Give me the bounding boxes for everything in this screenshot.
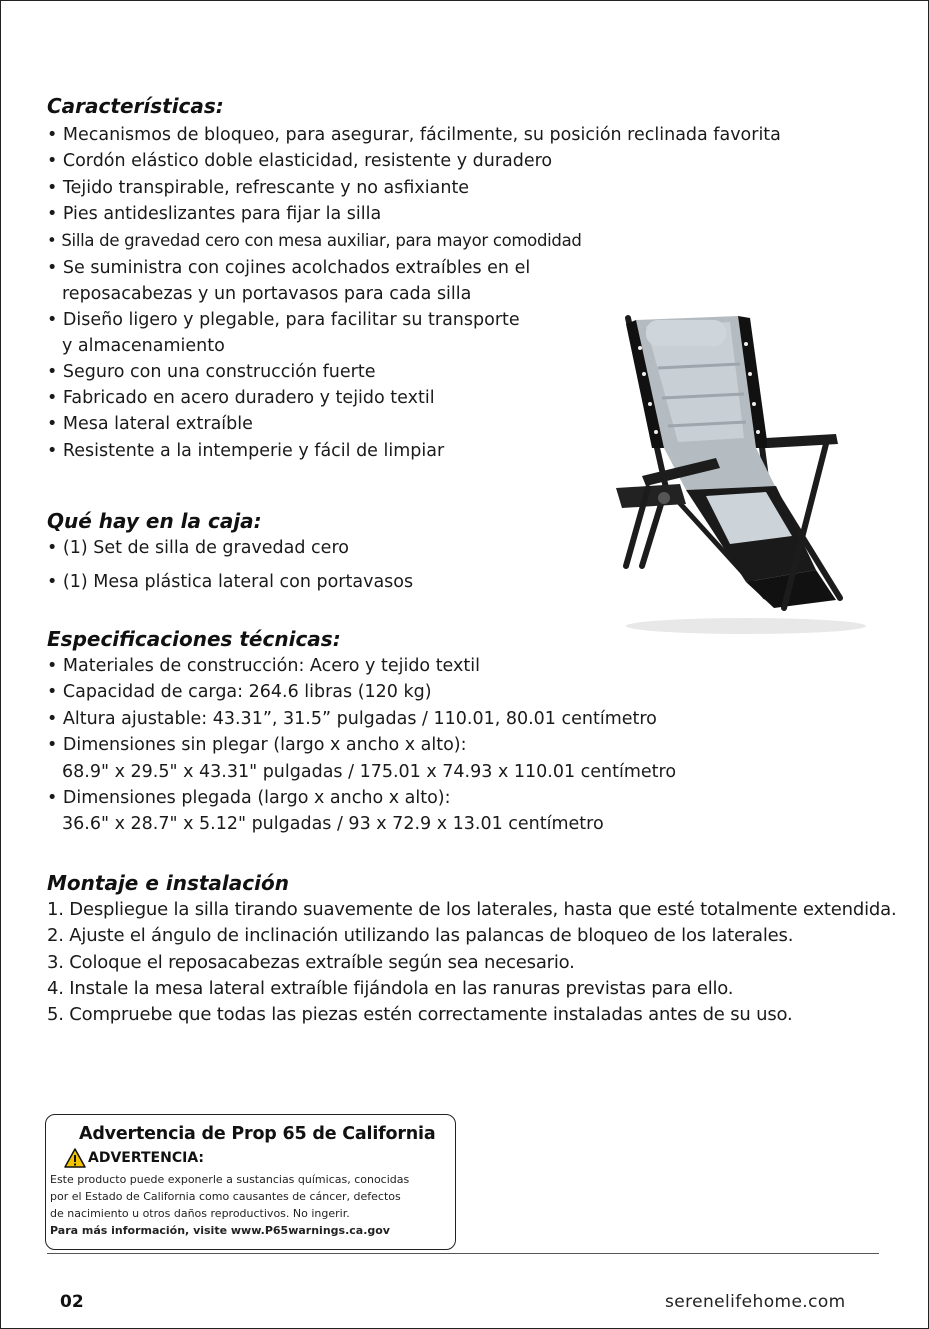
assembly-step: 1. Despliegue la silla tirando suavemente de los laterales, hasta que esté totalmente extendida. bbox=[47, 899, 897, 920]
spec-item: • Dimensiones sin plegar (largo x ancho x alto): bbox=[47, 735, 467, 755]
warning-label: ADVERTENCIA: bbox=[88, 1150, 205, 1166]
warning-line: Este producto puede exponerle a sustancias químicas, conocidas bbox=[50, 1173, 410, 1186]
warning-triangle-icon bbox=[64, 1148, 86, 1168]
spec-item: • Capacidad de carga: 264.6 libras (120 kg) bbox=[47, 682, 432, 702]
assembly-title: Montaje e instalación bbox=[47, 871, 289, 895]
feature-item: • Cordón elástico doble elasticidad, resistente y duradero bbox=[47, 151, 553, 171]
feature-item: • Mesa lateral extraíble bbox=[47, 414, 253, 434]
box-contents-title: Qué hay en la caja: bbox=[47, 509, 262, 533]
assembly-step: 2. Ajuste el ángulo de inclinación utilizando las palancas de bloqueo de los laterales. bbox=[47, 925, 794, 946]
feature-item: • Tejido transpirable, refrescante y no asfixiante bbox=[47, 178, 470, 198]
box-item: • (1) Mesa plástica lateral con portavasos bbox=[47, 572, 414, 592]
spec-item: 36.6" x 28.7" x 5.12" pulgadas / 93 x 72.9 x 13.01 centímetro bbox=[62, 814, 604, 834]
prop65-warning-box bbox=[45, 1114, 456, 1250]
feature-item: • Silla de gravedad cero con mesa auxiliar, para mayor comodidad bbox=[47, 231, 582, 250]
zero-gravity-chair-image bbox=[606, 308, 876, 638]
warning-title: Advertencia de Prop 65 de California bbox=[79, 1124, 436, 1144]
feature-item: • Pies antideslizantes para fijar la silla bbox=[47, 204, 382, 224]
page-number: 02 bbox=[60, 1292, 84, 1312]
spec-item: • Altura ajustable: 43.31”, 31.5” pulgadas / 110.01, 80.01 centímetro bbox=[47, 709, 657, 729]
feature-item: • Se suministra con cojines acolchados extraíbles en el bbox=[47, 258, 531, 278]
features-title: Características: bbox=[47, 94, 224, 118]
specs-title: Especificaciones técnicas: bbox=[47, 627, 341, 651]
feature-item: • Mecanismos de bloqueo, para asegurar, fácilmente, su posición reclinada favorita bbox=[47, 125, 781, 145]
assembly-step: 4. Instale la mesa lateral extraíble fijándola en las ranuras previstas para ello. bbox=[47, 978, 734, 999]
feature-item: • Fabricado en acero duradero y tejido textil bbox=[47, 388, 435, 408]
assembly-step: 3. Coloque el reposacabezas extraíble según sea necesario. bbox=[47, 952, 575, 973]
warning-line: por el Estado de California como causantes de cáncer, defectos bbox=[50, 1190, 401, 1203]
assembly-step: 5. Compruebe que todas las piezas estén correctamente instaladas antes de su uso. bbox=[47, 1004, 793, 1025]
feature-item: • Diseño ligero y plegable, para facilitar su transporte bbox=[47, 310, 520, 330]
website-url: serenelifehome.com bbox=[665, 1292, 846, 1312]
feature-item: y almacenamiento bbox=[62, 336, 225, 356]
box-item: • (1) Set de silla de gravedad cero bbox=[47, 538, 349, 558]
feature-item: • Seguro con una construcción fuerte bbox=[47, 362, 376, 382]
spec-item: • Dimensiones plegada (largo x ancho x alto): bbox=[47, 788, 451, 808]
spec-item: 68.9" x 29.5" x 43.31" pulgadas / 175.01 x 74.93 x 110.01 centímetro bbox=[62, 762, 677, 782]
warning-more-info: Para más información, visite www.P65warnings.ca.gov bbox=[50, 1224, 390, 1237]
footer-divider bbox=[47, 1253, 879, 1254]
feature-item: • Resistente a la intemperie y fácil de limpiar bbox=[47, 441, 445, 461]
feature-item: reposacabezas y un portavasos para cada silla bbox=[62, 284, 472, 304]
spec-item: • Materiales de construcción: Acero y tejido textil bbox=[47, 656, 480, 676]
warning-text bbox=[50, 1171, 409, 1239]
warning-line: de nacimiento u otros daños reproductivos. No ingerir. bbox=[50, 1207, 350, 1220]
